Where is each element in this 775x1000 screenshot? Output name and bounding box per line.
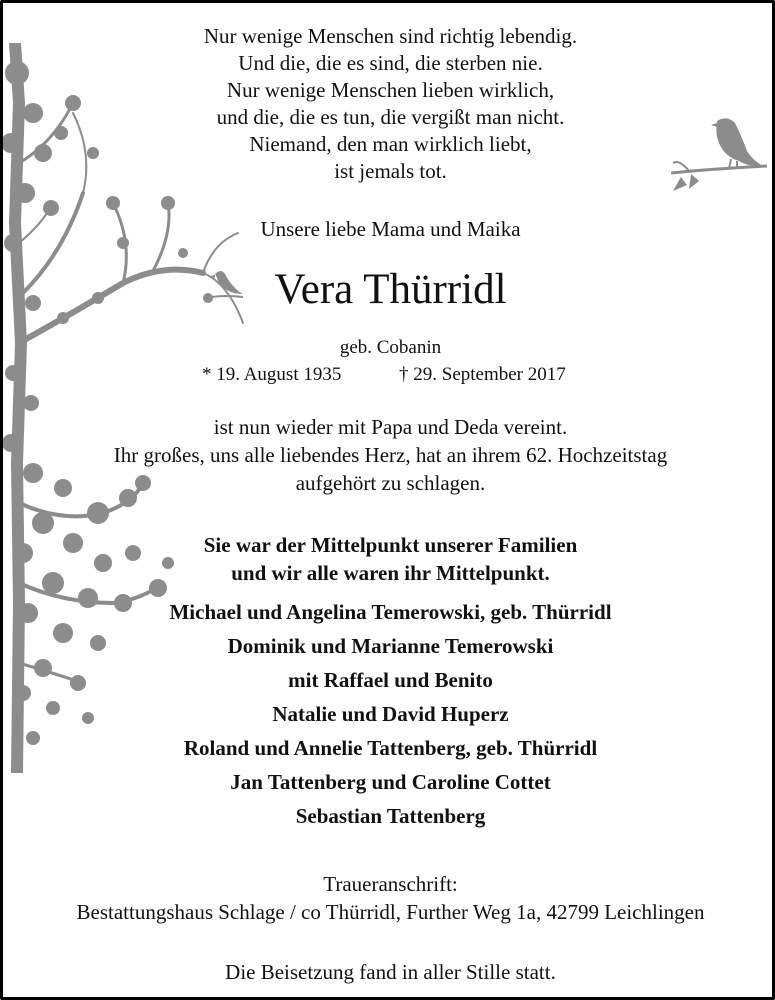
intro-line: Unsere liebe Mama und Maika [260,217,521,241]
poem-line: Nur wenige Menschen sind richtig lebendig. [203,24,578,48]
poem-line: ist jemals tot. [334,159,447,183]
deceased-name: Vera Thürridl [274,266,507,313]
poem-line: und die, die es tun, die vergißt man nicht. [216,105,565,129]
family-member: Roland und Annelie Tattenberg, geb. Thürridl [183,736,598,760]
poem-line: Und die, die es sind, die sterben nie. [238,51,543,75]
family-member: Dominik und Marianne Temerowski [227,634,554,658]
tribute-line: und wir alle waren ihr Mittelpunkt. [231,561,550,585]
poem-line: Nur wenige Menschen lieben wirklich, [226,78,555,102]
maiden-name: geb. Cobanin [339,337,442,358]
message-line: aufgehört zu schlagen. [295,471,486,495]
message-line: ist nun wieder mit Papa und Deda vereint. [213,415,568,439]
death-date: † 29. September 2017 [399,364,566,385]
family-member: Sebastian Tattenberg [295,804,486,828]
poem-line: Niemand, den man wirklich liebt, [249,132,532,156]
message-line: Ihr großes, uns alle liebendes Herz, hat an ihrem 62. Hochzeitstag [113,443,668,467]
address-label: Traueranschrift: [323,872,458,896]
family-member: mit Raffael und Benito [288,668,493,692]
address-text: Bestattungshaus Schlage / co Thürridl, Further Weg 1a, 42799 Leichlingen [76,900,705,924]
tribute-line: Sie war der Mittelpunkt unserer Familien [203,533,578,557]
family-member: Jan Tattenberg und Caroline Cottet [230,770,551,794]
closing-line: Die Beisetzung fand in aller Stille statt. [225,960,556,984]
birth-date: * 19. August 1935 [202,364,342,385]
family-member: Natalie und David Huperz [272,702,509,726]
family-member: Michael und Angelina Temerowski, geb. Thürridl [169,600,612,624]
